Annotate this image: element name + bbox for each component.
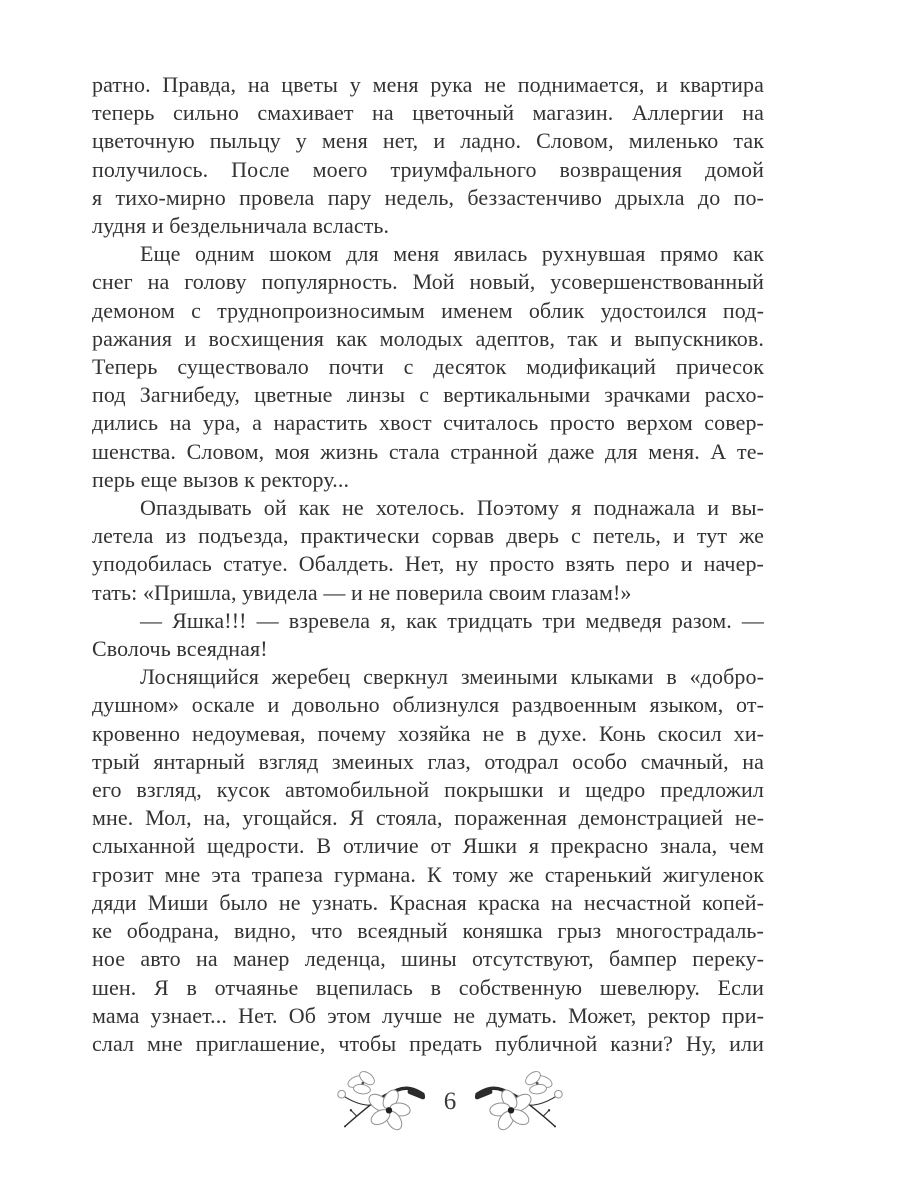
text-line: Сволочь всеядная! — [92, 636, 268, 662]
text-line: трый янтарный взгляд змеиных глаз, отодрал особо смачный, на — [92, 748, 764, 774]
text-line: — Яшка!!! — взревела я, как тридцать три медведя разом. — — [140, 607, 764, 633]
text-line: лудня и бездельничала всласть. — [92, 213, 390, 239]
text-line: под Загнибеду, цветные линзы с вертикальными зрачками расхо- — [92, 382, 764, 408]
text-line: Лоснящийся жеребец сверкнул змеиными клыками в «добро- — [140, 664, 764, 690]
text-line: ражания и восхищения как молодых адептов, так и выпускников. — [92, 325, 764, 351]
text-line: уподобилась статуе. Обалдеть. Нет, ну просто взять перо и начер- — [92, 551, 764, 577]
text-line: шен. Я в отчаянье вцепилась в собственную шевелюру. Если — [92, 974, 764, 1000]
text-line: получилось. После моего триумфального возвращения домой — [92, 156, 764, 182]
text-line: дились на ура, а нарастить хвост считалось просто верхом совер- — [92, 410, 764, 436]
text-line: грозит мне эта трапеза гурмана. К тому же старенький жигуленок — [92, 861, 764, 887]
text-line: Теперь существовало почти с десяток модификаций причесок — [92, 354, 764, 380]
blossom-branch-ornament-right-icon — [475, 1068, 569, 1134]
text-line: его взгляд, кусок автомобильной покрышки и щедро предложил — [92, 777, 764, 803]
text-line: ке ободрана, видно, что всеядный коняшка грыз многострадаль- — [92, 918, 764, 944]
text-line: душном» оскале и довольно облизнулся раздвоенным языком, от- — [92, 692, 764, 718]
text-line: цветочную пыльцу у меня нет, и ладно. Словом, миленько так — [92, 128, 764, 154]
text-line: теперь сильно смахивает на цветочный магазин. Аллергии на — [92, 100, 764, 126]
text-line: снег на голову популярность. Мой новый, усовершенствованный — [92, 269, 764, 295]
text-line: слал мне приглашение, чтобы предать публичной казни? Ну, или — [92, 1030, 764, 1056]
text-line: Еще одним шоком для меня явилась рухнувшая прямо как — [140, 241, 764, 267]
text-line: я тихо-мирно провела пару недель, беззастенчиво дрыхла до по- — [92, 184, 764, 210]
page-number: 6 — [443, 1087, 457, 1115]
text-line: Опаздывать ой как не хотелось. Поэтому я поднажала и вы- — [140, 495, 764, 521]
text-line: шенства. Словом, моя жизнь стала странной даже для меня. А те- — [92, 438, 764, 464]
text-line: слыханной щедрости. В отличие от Яшки я прекрасно знала, чем — [92, 833, 764, 859]
text-line: кровенно недоумевая, почему хозяйка не в духе. Конь скосил хи- — [92, 720, 764, 746]
text-line: демоном с труднопроизносимым именем облик удостоился под- — [92, 297, 764, 323]
text-line: мне. Мол, на, угощайся. Я стояла, пораженная демонстрацией не- — [92, 805, 764, 831]
blossom-branch-ornament-left-icon — [331, 1068, 425, 1134]
text-line: дяди Миши было не узнать. Красная краска на несчастной копей- — [92, 889, 764, 915]
text-line: ратно. Правда, на цветы у меня рука не поднимается, и квартира — [92, 72, 764, 97]
text-line: мама узнает... Нет. Об этом лучше не думать. Может, ректор при- — [92, 1002, 764, 1028]
text-line: ное авто на манер леденца, шины отсутствуют, бампер переку- — [92, 946, 764, 972]
body-text — [92, 71, 764, 1058]
page-footer — [0, 1066, 900, 1136]
text-line: перь еще вызов к ректору... — [92, 466, 350, 492]
text-line: летела из подъезда, практически сорвав дверь с петель, и тут же — [92, 523, 764, 549]
text-line: тать: «Пришла, увидела — и не поверила своим глазам!» — [92, 579, 632, 605]
